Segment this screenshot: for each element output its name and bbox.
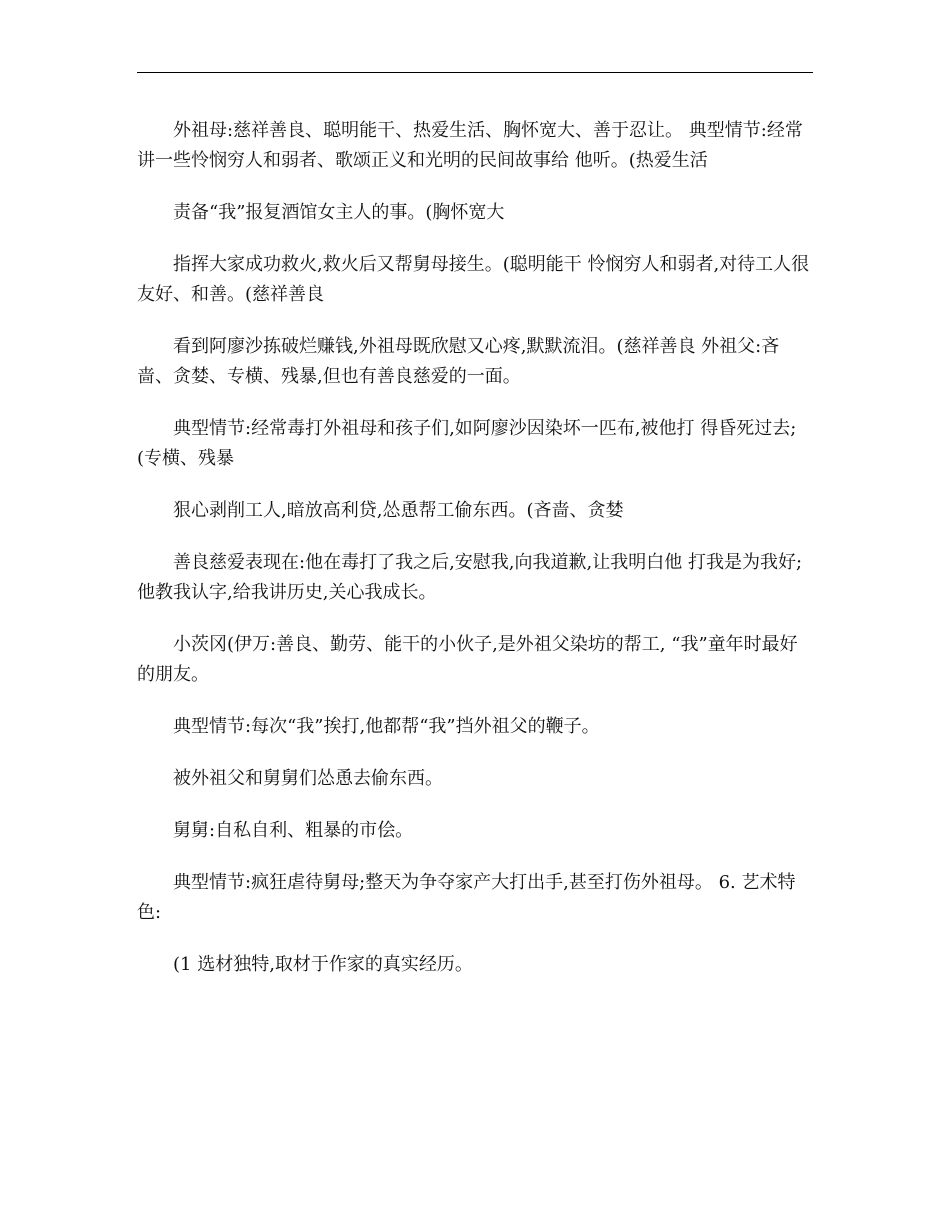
paragraph-stealing: 被外祖父和舅舅们怂恿去偷东西。 — [173, 768, 443, 789]
paragraph-ivan-plot: 典型情节:每次“我”挨打,他都帮“我”挡外祖父的鞭子。 — [173, 716, 600, 737]
header-rule — [137, 72, 813, 73]
paragraph-grandmother-traits: 外祖母:慈祥善良、聪明能干、热爱生活、胸怀宽大、善于忍让。 典型情节:经常讲一些怜悯穷人和弱者、歌颂正义和光明的民间故事给 他听。(热爱生活 — [137, 120, 803, 171]
paragraph-ivan: 小茨冈(伊万:善良、勤劳、能干的小伙子,是外祖父染坊的帮工, “我”童年时最好的朋友。 — [137, 634, 798, 685]
paragraph-beating: 典型情节:经常毒打外祖母和孩子们,如阿廖沙因染坏一匹布,被他打 得昏死过去;(专横、残暴 — [137, 418, 797, 469]
paragraph-art-feature-1: (1 选材独特,取材于作家的真实经历。 — [173, 954, 473, 975]
paragraph-exploitation: 狠心剥削工人,暗放高利贷,怂恿帮工偷东西。(吝啬、贪婪 — [173, 500, 624, 521]
paragraph-firefighting: 指挥大家成功救火,救火后又帮舅母接生。(聪明能干 怜悯穷人和弱者,对待工人很友好、和善。(慈祥善良 — [137, 254, 810, 305]
paragraph-grandfather-traits: 看到阿廖沙拣破烂赚钱,外祖母既欣慰又心疼,默默流泪。(慈祥善良 外祖父:吝啬、贪婪、专横、残暴,但也有善良慈爱的一面。 — [137, 336, 780, 387]
paragraph-uncles-plot: 典型情节:疯狂虐待舅母;整天为争夺家产大打出手,甚至打伤外祖母。 6. 艺术特色: — [137, 872, 796, 923]
paragraph-kindness: 善良慈爱表现在:他在毒打了我之后,安慰我,向我道歉,让我明白他 打我是为我好;他教我认字,给我讲历史,关心我成长。 — [137, 552, 803, 603]
paragraph-uncles: 舅舅:自私自利、粗暴的市侩。 — [173, 820, 414, 841]
paragraph-scolding: 责备“我”报复酒馆女主人的事。(胸怀宽大 — [173, 202, 505, 223]
document-body — [137, 116, 813, 1002]
